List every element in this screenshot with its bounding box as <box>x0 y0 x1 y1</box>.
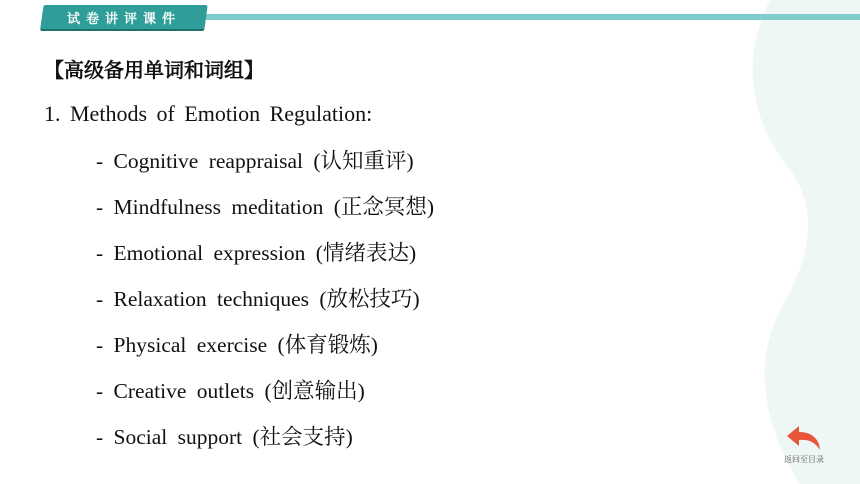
back-to-contents-label: 返回至目录 <box>784 455 824 464</box>
list-item: - Cognitive reappraisal (认知重评) <box>96 149 414 173</box>
list-item: - Emotional expression (情绪表达) <box>96 241 417 265</box>
list-item: - Social support (社会支持) <box>96 425 353 449</box>
return-arrow-icon <box>785 424 823 452</box>
background-decoration <box>700 0 860 484</box>
list-heading: 1. Methods of Emotion Regulation: <box>44 101 373 126</box>
vocabulary-list <box>96 145 434 467</box>
list-item: - Creative outlets (创意输出) <box>96 379 365 403</box>
back-to-contents-button[interactable] <box>776 424 832 472</box>
header-tab-label: 试卷讲评课件 <box>66 11 181 27</box>
section-title: 【高级备用单词和词组】 <box>44 58 264 82</box>
list-item: - Mindfulness meditation (正念冥想) <box>96 195 435 219</box>
list-item: - Physical exercise (体育锻炼) <box>96 333 378 357</box>
header-rule <box>205 14 860 20</box>
list-item: - Relaxation techniques (放松技巧) <box>96 287 420 311</box>
